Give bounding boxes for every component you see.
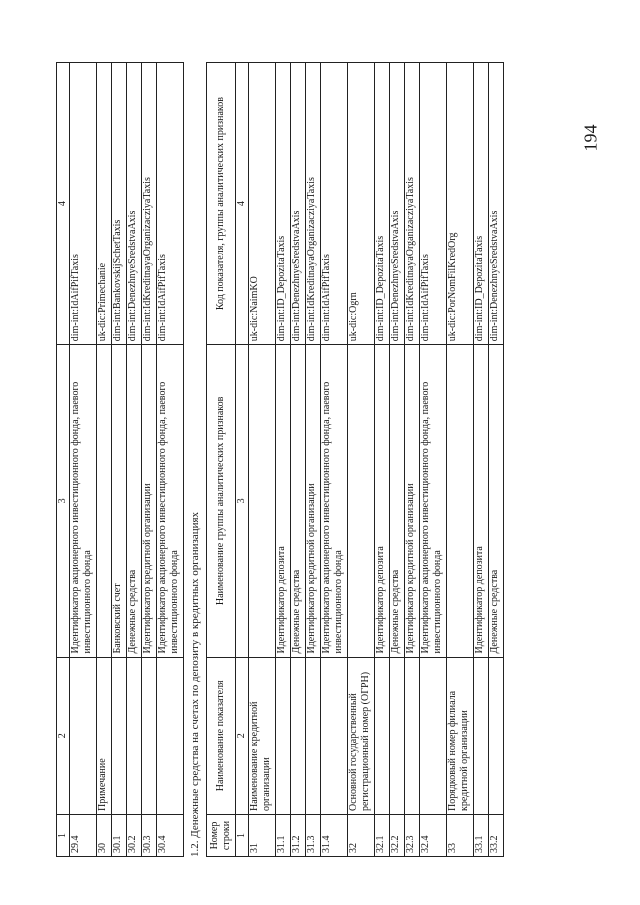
indicator-name: Наименование кредитной организации (249, 657, 276, 814)
row-number: 32.3 (405, 815, 420, 857)
row-number: 33.2 (489, 815, 504, 857)
table-row (405, 63, 420, 857)
row-number: 31 (249, 815, 276, 857)
table-row (390, 63, 405, 857)
indicator-name (474, 657, 489, 814)
table-row (348, 63, 375, 857)
deposits-table (206, 62, 504, 857)
group-name: Идентификатор депозита (474, 345, 489, 657)
row-number: 33.1 (474, 815, 489, 857)
header-indicator-code: Код показателя, группы аналитических признаков (207, 63, 236, 345)
indicator-code: dim-int:IdAifPifTaxis (321, 63, 348, 345)
indicator-code: dim-int:IdAifPifTaxis (157, 63, 184, 345)
column-number: 3 (57, 345, 70, 657)
indicator-name (306, 657, 321, 814)
section-caption: 1.2. Денежные средства на счетах по депозиту в кредитных организациях (189, 511, 201, 857)
group-name: Идентификатор депозита (375, 345, 390, 657)
row-number: 32.1 (375, 815, 390, 857)
row-number: 30 (97, 815, 112, 857)
indicator-code: uk-dic:PorNomFilKredOrg (447, 63, 474, 345)
row-number: 30.2 (127, 815, 142, 857)
header-row-number: Номер строки (207, 815, 236, 857)
row-number: 29.4 (70, 815, 97, 857)
column-number: 3 (236, 345, 249, 657)
indicator-name (291, 657, 306, 814)
group-name: Идентификатор депозита (276, 345, 291, 657)
table-row (474, 63, 489, 857)
column-number: 1 (236, 815, 249, 857)
table-row (489, 63, 504, 857)
row-number: 32.2 (390, 815, 405, 857)
group-name (447, 345, 474, 657)
group-name (97, 345, 112, 657)
indicator-code: dim-int:IdKreditnayaOrganizacziyaTaxis (405, 63, 420, 345)
row-number: 32 (348, 815, 375, 857)
group-name: Денежные средства (390, 345, 405, 657)
row-number: 31.3 (306, 815, 321, 857)
table-row (447, 63, 474, 857)
indicator-name: Порядковый номер филиала кредитной организации (447, 657, 474, 814)
group-name: Идентификатор кредитной организации (405, 345, 420, 657)
indicator-code: dim-int:ID_DepozitaTaxis (276, 63, 291, 345)
table-row (276, 63, 291, 857)
header-group-name: Наименование группы аналитических признаков (207, 345, 236, 657)
column-number: 1 (57, 815, 70, 857)
table-row (127, 63, 142, 857)
page-number-text: 194 (580, 124, 601, 152)
group-name: Идентификатор кредитной организации (142, 345, 157, 657)
document-content (56, 57, 556, 857)
row-number: 32.4 (420, 815, 447, 857)
indicator-name (276, 657, 291, 814)
column-number: 2 (236, 657, 249, 814)
group-name: Идентификатор кредитной организации (306, 345, 321, 657)
indicator-name (70, 657, 97, 814)
indicator-name (375, 657, 390, 814)
group-name: Денежные средства (489, 345, 504, 657)
indicator-code: dim-int:ID_DepozitaTaxis (375, 63, 390, 345)
row-number: 30.1 (112, 815, 127, 857)
column-number-row (57, 63, 70, 857)
indicator-name (112, 657, 127, 814)
group-name (348, 345, 375, 657)
indicator-name: Основной государственный регистрационный номер (ОГРН) (348, 657, 375, 814)
indicator-name (489, 657, 504, 814)
indicator-code: uk-dic:NaimKO (249, 63, 276, 345)
indicator-code: dim-int:DenezhnyeSredstvaAxis (390, 63, 405, 345)
indicator-code: dim-int:DenezhnyeSredstvaAxis (489, 63, 504, 345)
row-number: 31.1 (276, 815, 291, 857)
column-number: 4 (236, 63, 249, 345)
table-row (112, 63, 127, 857)
indicator-name (142, 657, 157, 814)
header-indicator-name: Наименование показателя (207, 657, 236, 814)
indicator-code: uk-dic:Primechanie (97, 63, 112, 345)
indicator-name (390, 657, 405, 814)
row-number: 31.2 (291, 815, 306, 857)
page-number (576, 118, 606, 158)
row-number: 30.3 (142, 815, 157, 857)
column-number: 2 (57, 657, 70, 814)
table-row (420, 63, 447, 857)
table-row (249, 63, 276, 857)
continuation-table (56, 62, 184, 857)
indicator-code: dim-int:DenezhnyeSredstvaAxis (127, 63, 142, 345)
column-number-row (236, 63, 249, 857)
group-name: Денежные средства (291, 345, 306, 657)
table-row (70, 63, 97, 857)
table-row (321, 63, 348, 857)
header-row (207, 63, 236, 857)
indicator-code: dim-int:IdAifPifTaxis (70, 63, 97, 345)
group-name: Идентификатор акционерного инвестиционного фонда, паевого инвестиционного фонда (157, 345, 184, 657)
indicator-code: dim-int:IdKreditnayaOrganizacziyaTaxis (142, 63, 157, 345)
group-name: Идентификатор акционерного инвестиционного фонда, паевого инвестиционного фонда (70, 345, 97, 657)
table-row (142, 63, 157, 857)
table-row (157, 63, 184, 857)
indicator-code: dim-int:BankovskijSchetTaxis (112, 63, 127, 345)
group-name: Идентификатор акционерного инвестиционного фонда, паевого инвестиционного фонда (321, 345, 348, 657)
indicator-code: uk-dic:Ogrn (348, 63, 375, 345)
row-number: 33 (447, 815, 474, 857)
indicator-name (420, 657, 447, 814)
indicator-code: dim-int:ID_DepozitaTaxis (474, 63, 489, 345)
column-number: 4 (57, 63, 70, 345)
row-number: 31.4 (321, 815, 348, 857)
group-name: Банковский счет (112, 345, 127, 657)
table-row (291, 63, 306, 857)
group-name: Идентификатор акционерного инвестиционного фонда, паевого инвестиционного фонда (420, 345, 447, 657)
table-row (97, 63, 112, 857)
indicator-name (157, 657, 184, 814)
table-row (375, 63, 390, 857)
group-name: Денежные средства (127, 345, 142, 657)
row-number: 30.4 (157, 815, 184, 857)
indicator-name (127, 657, 142, 814)
group-name (249, 345, 276, 657)
indicator-name: Примечание (97, 657, 112, 814)
indicator-name (321, 657, 348, 814)
indicator-name (405, 657, 420, 814)
indicator-code: dim-int:IdKreditnayaOrganizacziyaTaxis (306, 63, 321, 345)
indicator-code: dim-int:DenezhnyeSredstvaAxis (291, 63, 306, 345)
table-row (306, 63, 321, 857)
indicator-code: dim-int:IdAifPifTaxis (420, 63, 447, 345)
